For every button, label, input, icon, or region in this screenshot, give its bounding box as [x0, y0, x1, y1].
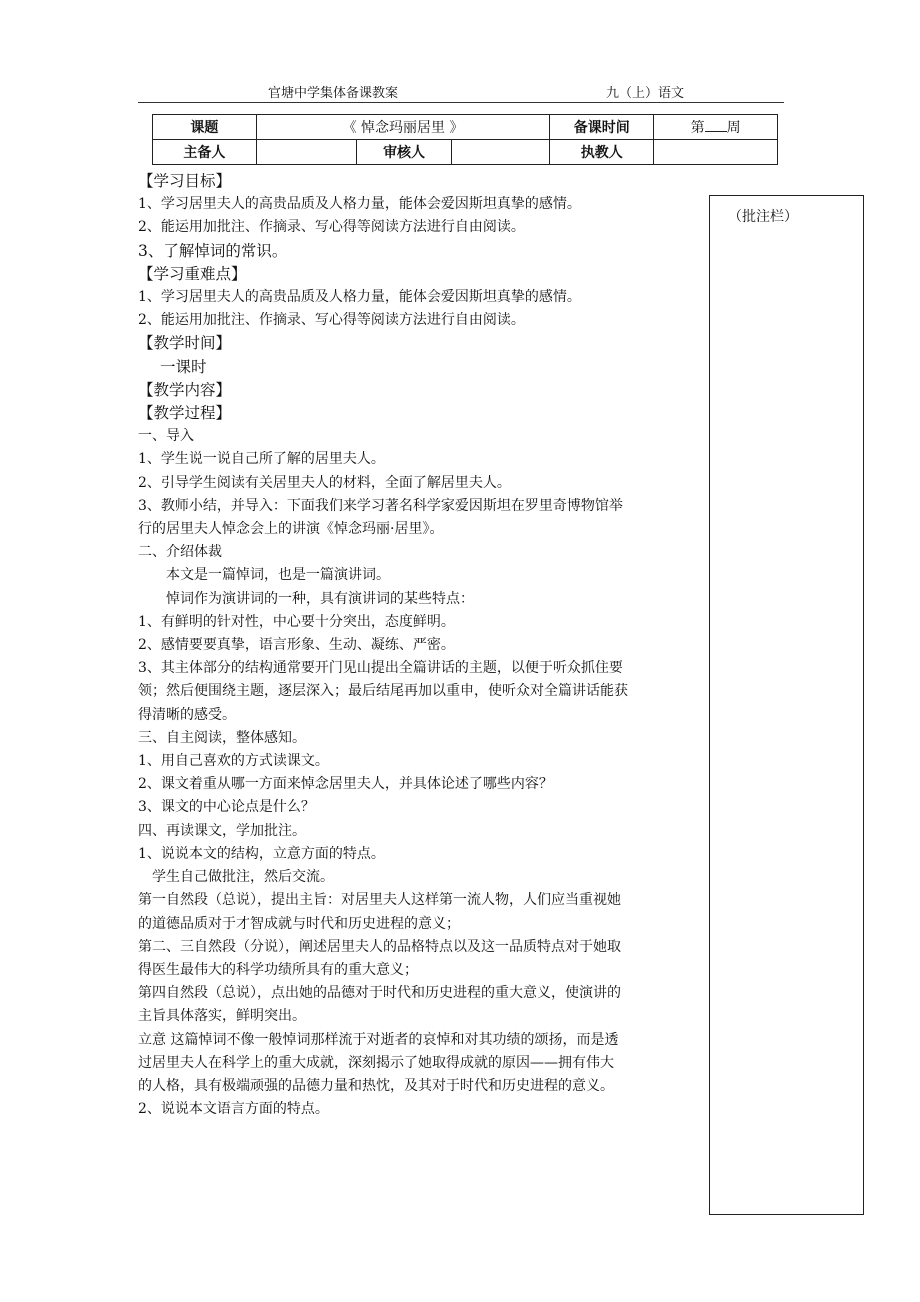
topic-value: 《 悼念玛丽居里 》 — [256, 115, 549, 140]
text-line: 第一自然段（总说），提出主旨：对居里夫人这样第一流人物，人们应当重视她 — [138, 892, 621, 909]
teacher-value — [654, 140, 778, 165]
text-line: 2、感情要要真挚，语言形象、生动、凝练、严密。 — [138, 637, 455, 654]
page-header — [138, 80, 784, 103]
text-line: 2、能运用加批注、作摘录、写心得等阅读方法进行自由阅读。 — [138, 219, 525, 236]
text-line: 1、用自己喜欢的方式读课文。 — [138, 753, 329, 770]
week-prefix: 第 — [690, 120, 705, 136]
text-line: 【教学时间】 — [138, 334, 232, 353]
prep-time-label: 备课时间 — [550, 115, 654, 140]
text-line: 的道德品质对于才智成就与时代和历史进程的意义； — [138, 915, 460, 932]
text-line: 1、学习居里夫人的高贵品质及人格力量，能体会爱因斯坦真挚的感情。 — [138, 196, 581, 213]
text-line: 3、教师小结，并导入：下面我们来学习著名科学家爱因斯坦在罗里奇博物馆举 — [138, 497, 623, 514]
main-prep-value — [256, 140, 356, 165]
teacher-label: 执教人 — [550, 140, 654, 165]
text-line: 1、有鲜明的针对性，中心要十分突出，态度鲜明。 — [138, 613, 455, 630]
text-line: 悼词作为演讲词的一种，具有演讲词的某些特点： — [166, 590, 474, 607]
prep-time-value — [654, 115, 778, 140]
text-line: 2、说说本文语言方面的特点。 — [138, 1101, 329, 1118]
week-suffix: 周 — [726, 120, 741, 136]
text-line: 一、导入 — [138, 428, 194, 445]
text-line: 1、说说本文的结构，立意方面的特点。 — [138, 845, 385, 862]
text-line: 学生自己做批注，然后交流。 — [152, 869, 334, 886]
annotation-label: （批注栏） — [728, 209, 798, 225]
text-line: 3、其主体部分的结构通常要开门见山提出全篇讲话的主题，以便于听众抓住要 — [138, 660, 623, 677]
text-line: 2、课文着重从哪一方面来悼念居里夫人，并具体论述了哪些内容？ — [138, 776, 553, 793]
week-blank — [705, 119, 727, 132]
school-title: 官塘中学集体备课教案 — [268, 86, 399, 101]
text-line: 1、学习居里夫人的高贵品质及人格力量，能体会爱因斯坦真挚的感情。 — [138, 289, 581, 306]
text-line: 【学习目标】 — [138, 172, 232, 190]
text-line: 得医生最伟大的科学功绩所具有的重大意义； — [138, 961, 418, 978]
text-line: 3、了解悼词的常识。 — [138, 241, 288, 260]
lesson-body — [138, 170, 704, 1121]
text-line: 得清晰的感受。 — [138, 706, 236, 723]
text-line: 二、介绍体裁 — [138, 544, 222, 561]
text-line: 2、引导学生阅读有关居里夫人的材料，全面了解居里夫人。 — [138, 474, 511, 491]
text-line: 本文是一篇悼词，也是一篇演讲词。 — [166, 567, 390, 584]
text-line: 过居里夫人在科学上的重大成就，深刻揭示了她取得成就的原因——拥有伟大 — [138, 1054, 614, 1071]
text-line: 主旨具体落实，鲜明突出。 — [138, 1008, 306, 1025]
text-line: 第二、三自然段（分说），阐述居里夫人的品格特点以及这一品质特点对于她取 — [138, 938, 621, 955]
text-line: 【教学过程】 — [138, 404, 232, 423]
text-line: 四、再读课文，学加批注。 — [138, 822, 306, 839]
topic-label: 课题 — [153, 115, 257, 140]
text-line: 的人格，具有极端顽强的品德力量和热忱，及其对于时代和历史进程的意义。 — [138, 1077, 614, 1094]
text-line: 2、能运用加批注、作摘录、写心得等阅读方法进行自由阅读。 — [138, 312, 525, 329]
text-line: 领；然后便围绕主题，逐层深入；最后结尾再加以重申，使听众对全篇讲话能获 — [138, 683, 628, 700]
reviewer-value — [452, 140, 550, 165]
text-line: 三、自主阅读，整体感知。 — [138, 729, 306, 746]
text-line: 行的居里夫人悼念会上的讲演《悼念玛丽·居里》。 — [138, 521, 444, 538]
lesson-info-table — [152, 114, 778, 165]
reviewer-label: 审核人 — [356, 140, 452, 165]
subject-title: 九（上）语文 — [606, 86, 685, 101]
text-line: 立意 这篇悼词不像一般悼词那样流于对逝者的哀悼和对其功绩的颂扬，而是透 — [138, 1031, 619, 1048]
text-line: 1、学生说一说自己所了解的居里夫人。 — [138, 451, 385, 468]
text-line: 【教学内容】 — [138, 380, 232, 399]
main-prep-label: 主备人 — [153, 140, 257, 165]
text-line: 【学习重难点】 — [138, 264, 247, 283]
text-line: 第四自然段（总说），点出她的品德对于时代和历史进程的重大意义，使演讲的 — [138, 985, 621, 1002]
annotation-column — [709, 195, 864, 1215]
text-line: 3、课文的中心论点是什么？ — [138, 799, 315, 816]
text-line: 一课时 — [160, 357, 207, 376]
